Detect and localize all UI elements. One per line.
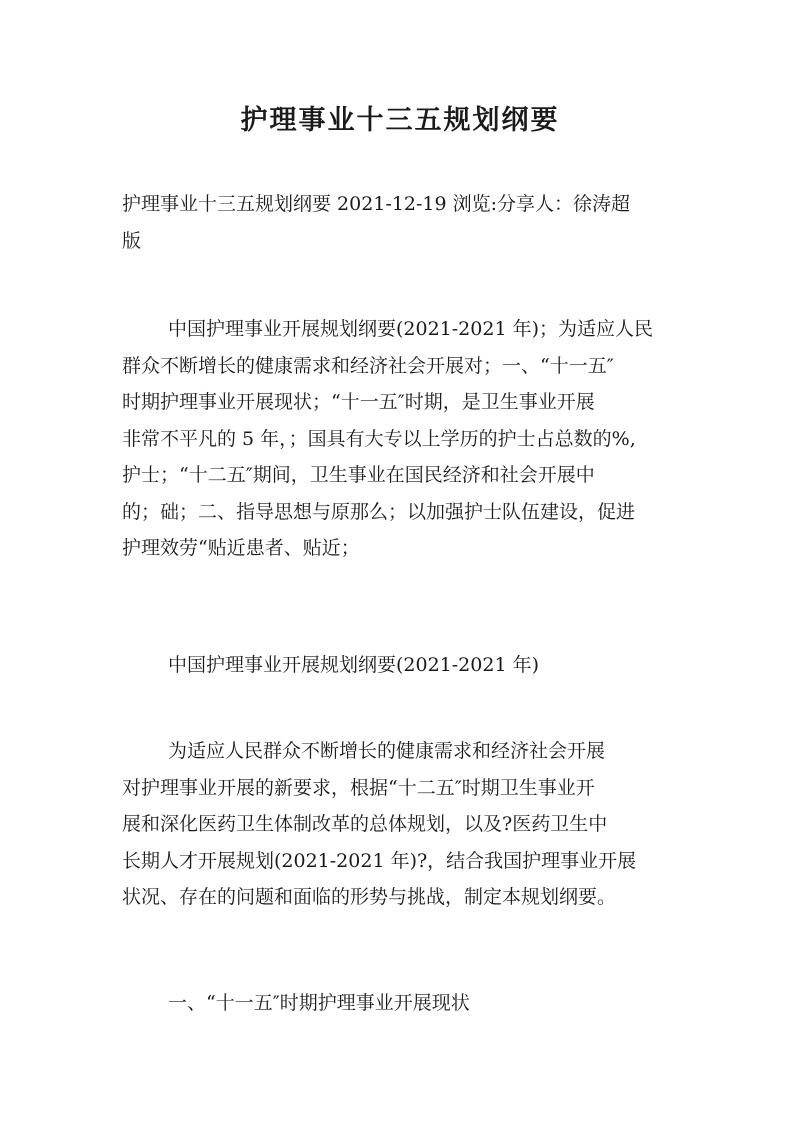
paragraph-line: 一、“十一五″时期护理事业开展现状 (168, 992, 470, 1014)
paragraph-line: 的；础；二、指导思想与原那么；以加强护士队伍建设，促进 (122, 500, 636, 523)
meta-line: 版 (122, 229, 142, 252)
paragraph-line: 时期护理事业开展现状；“十一五″时期，是卫生事业开展 (122, 391, 595, 413)
paragraph-line: 长期人才开展规划(2021-2021 年)?，结合我国护理事业开展 (122, 849, 637, 872)
paragraph-line: 中国护理事业开展规划纲要(2021-2021 年) (168, 654, 539, 676)
paragraph-line: 群众不断增长的健康需求和经济社会开展对；一、“十一五″ (122, 354, 614, 377)
document-title: 护理事业十三五规划纲要 (240, 105, 560, 136)
meta-line: 护理事业十三五规划纲要 2021-12-19 浏览:分享人：徐涛超 (122, 193, 631, 215)
paragraph-line: 展和深化医药卫生体制改革的总体规划，以及?医药卫生中 (122, 813, 608, 835)
paragraph-line: 中国护理事业开展规划纲要(2021-2021 年)；为适应人民 (168, 318, 653, 340)
paragraph-subtitle (122, 647, 692, 684)
paragraph-summary (122, 311, 692, 567)
paragraph-intro (122, 733, 692, 916)
section-heading (122, 985, 692, 1022)
document-meta (122, 186, 692, 259)
paragraph-line: 非常不平凡的 5 年，；国具有大专以上学历的护士占总数的%, (122, 427, 636, 450)
paragraph-line: 为适应人民群众不断增长的健康需求和经济社会开展 (168, 740, 606, 762)
paragraph-line: 护士；“十二五″期间，卫生事业在国民经济和社会开展中 (122, 464, 595, 486)
paragraph-line: 护理效劳“贴近患者、贴近； (122, 537, 360, 559)
paragraph-line: 对护理事业开展的新要求，根据“十二五″时期卫生事业开 (122, 776, 595, 799)
paragraph-line: 状况、存在的问题和面临的形势与挑战，制定本规划纲要。 (122, 886, 617, 908)
